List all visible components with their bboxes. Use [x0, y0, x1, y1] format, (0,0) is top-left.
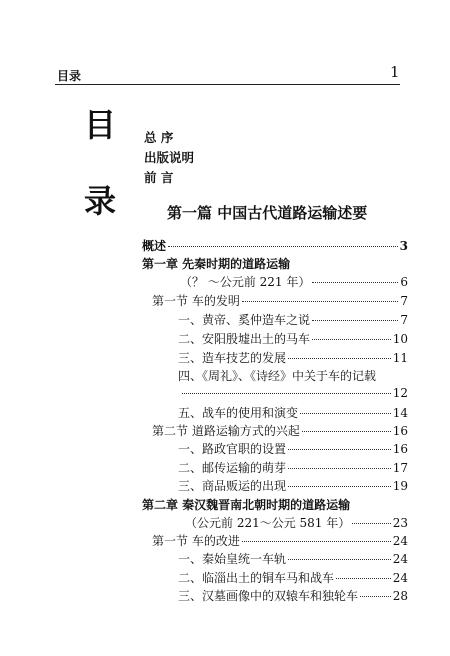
toc-entry: 三、造车技艺的发展 11: [178, 351, 408, 365]
header-rule: [55, 84, 400, 85]
toc-entry: 五、战车的使用和演变 14: [178, 406, 408, 420]
toc-entry: 二、邮传运输的萌芽 17: [178, 461, 408, 475]
toc-entry: 第一节 车的改进 24: [152, 534, 408, 548]
big-title-char-1: 目: [84, 106, 117, 144]
toc-entry: 一、黄帝、奚仲造车之说 7: [178, 313, 408, 327]
front-item-preface: 总 序: [144, 130, 174, 145]
toc-entry: 三、商品贩运的出现 19: [178, 479, 408, 493]
toc-chapter-heading: 第一章 先秦时期的道路运输: [142, 257, 291, 271]
toc-entry: （？ ～公元前 221 年） 6: [180, 275, 408, 289]
toc-entry: （公元前 221～公元 581 年） 23: [185, 516, 408, 530]
big-title-char-2: 录: [84, 182, 117, 220]
toc-entry: 概述 3: [142, 239, 408, 253]
part-title: 第一篇 中国古代道路运输述要: [167, 204, 368, 222]
toc-entry: 一、路政官职的设置 16: [178, 442, 408, 456]
page-number: 1: [390, 63, 400, 81]
toc-entry: 二、安阳殷墟出土的马车 10: [178, 332, 408, 346]
toc-entry-continuation: 12: [180, 386, 408, 402]
front-item-foreword: 前 言: [144, 170, 174, 185]
toc-entry: 三、汉墓画像中的双辕车和独轮车 28: [178, 589, 408, 603]
toc-entry: 一、秦始皇统一车轨 24: [178, 552, 408, 566]
toc-entry: 第一节 车的发明 7: [152, 294, 408, 308]
running-header-title: 目录: [57, 69, 82, 83]
front-item-publishing-note: 出版说明: [144, 150, 195, 165]
toc-entry-line1: 四、《周礼》、《诗经》中关于车的记载: [178, 369, 377, 383]
toc-entry: 二、临淄出土的铜车马和战车 24: [178, 571, 408, 585]
toc-entry: 第二节 道路运输方式的兴起 16: [152, 424, 408, 438]
toc-chapter-heading: 第二章 秦汉魏晋南北朝时期的道路运输: [142, 498, 351, 512]
